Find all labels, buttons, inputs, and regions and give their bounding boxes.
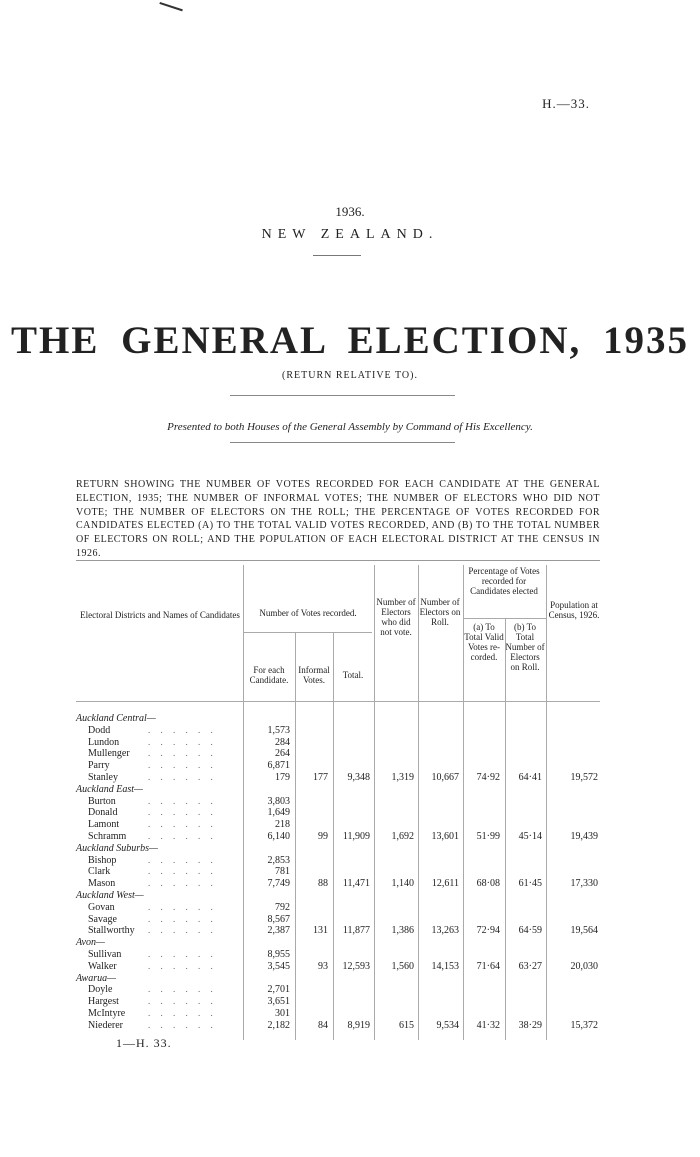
district-name: Auckland Suburbs— <box>76 842 158 854</box>
district-name: Auckland East— <box>76 783 143 795</box>
candidate-votes: 218 <box>275 819 290 831</box>
pct-valid-votes: 74·92 <box>476 772 500 783</box>
candidate-name: Dodd <box>88 724 111 736</box>
candidate-name: Parry <box>88 760 110 772</box>
candidate-votes: 7,749 <box>267 878 290 890</box>
candidate-votes: 6,871 <box>267 760 290 772</box>
pct-electors: 64·59 <box>518 925 542 937</box>
did-not-vote: 1,386 <box>391 925 414 937</box>
year: 1936. <box>335 204 365 219</box>
pct-valid-votes: 41·32 <box>476 1019 500 1031</box>
header-pct-b: (b) To Total Number of Electors on Roll. <box>505 622 545 672</box>
candidate-votes: 2,853 <box>267 854 290 866</box>
candidate-votes: 284 <box>275 736 290 748</box>
column-rule <box>505 619 506 1040</box>
total-votes: 9,348 <box>347 772 370 783</box>
candidate-votes: 1,649 <box>267 807 290 819</box>
leader-dots: . . . . . . <box>148 819 217 830</box>
candidate-votes: 781 <box>275 866 290 878</box>
total-votes: 11,909 <box>342 831 370 842</box>
candidate-votes: 792 <box>275 901 290 913</box>
candidate-votes: 6,140 <box>267 831 290 842</box>
header-population: Population at Census, 1926. <box>548 600 600 620</box>
informal-votes: 84 <box>318 1019 328 1031</box>
total-votes: 11,471 <box>342 878 370 890</box>
candidate-name: Walker <box>88 960 117 972</box>
leader-dots: . . . . . . <box>148 878 217 889</box>
page-title: THE GENERAL ELECTION, 1935 <box>11 319 689 362</box>
leader-dots: . . . . . . <box>148 984 217 995</box>
candidate-name: Savage <box>88 913 117 925</box>
total-votes: 11,877 <box>342 925 370 937</box>
informal-votes: 177 <box>313 772 328 783</box>
candidate-votes: 1,573 <box>267 724 290 736</box>
header-rule <box>76 701 600 702</box>
informal-votes: 99 <box>318 831 328 842</box>
candidate-name: Niederer <box>88 1019 123 1031</box>
header-total: Total. <box>342 670 364 680</box>
pct-valid-votes: 68·08 <box>476 878 500 890</box>
population: 17,330 <box>570 878 598 890</box>
candidate-votes: 3,545 <box>267 960 290 972</box>
page-footer: 1—H. 33. <box>116 1036 172 1050</box>
header-on-roll: Number of Electors on Roll. <box>419 597 461 627</box>
pen-mark <box>157 2 183 19</box>
return-description: RETURN SHOWING THE NUMBER OF VOTES RECORDED FOR EACH CANDIDATE AT THE GENERAL ELECTION, 1935; THE NUMBER OF INFORMAL VOTES; THE NUMBER OF ELECTORS WHO DID NOT VOTE; THE NUMBER OF ELECTORS ON THE ROLL; THE PERCENTAGE OF VOTES RECORDED FOR CANDIDATES ELECTED (A) TO THE TOTAL VALID VOTES RECORDED, AND (B) TO THE TOTAL NUMBER OF ELECTORS ON ROLL; AND THE POPULATION OF EACH ELECTORAL DISTRICT AT THE CENSUS IN 1926. <box>76 479 600 559</box>
population: 19,564 <box>570 925 598 937</box>
leader-dots: . . . . . . <box>148 960 217 971</box>
divider <box>76 560 600 561</box>
divider <box>230 395 455 396</box>
divider <box>313 255 361 256</box>
district-name: Avon— <box>76 937 105 949</box>
leader-dots: . . . . . . <box>148 748 217 759</box>
population: 19,439 <box>570 831 598 842</box>
electors-on-roll: 13,601 <box>431 831 459 842</box>
candidate-name: Govan <box>88 901 115 913</box>
candidate-votes: 264 <box>275 748 290 760</box>
informal-votes: 88 <box>318 878 328 890</box>
informal-votes: 93 <box>318 960 328 972</box>
candidate-name: Bishop <box>88 854 117 866</box>
candidate-name: Burton <box>88 795 116 807</box>
pct-electors: 61·45 <box>518 878 542 890</box>
leader-dots: . . . . . . <box>148 831 217 841</box>
country: NEW ZEALAND. <box>261 227 439 242</box>
candidate-votes: 2,701 <box>267 984 290 996</box>
candidate-votes: 3,803 <box>267 795 290 807</box>
leader-dots: . . . . . . <box>148 1019 217 1030</box>
header-did-not-vote: Number of Electors who did not vote. <box>376 597 416 637</box>
subtitle: (RETURN RELATIVE TO). <box>282 370 418 381</box>
total-votes: 12,593 <box>342 960 370 972</box>
header-for-each: For each Candidate. <box>249 665 289 685</box>
district-name: Auckland Central— <box>76 713 156 724</box>
pct-electors: 45·14 <box>518 831 542 842</box>
did-not-vote: 1,692 <box>391 831 414 842</box>
leader-dots: . . . . . . <box>148 736 217 747</box>
page-code: H.—33. <box>542 96 590 111</box>
population: 19,572 <box>570 772 598 783</box>
candidate-votes: 2,182 <box>267 1019 290 1031</box>
candidate-votes: 2,387 <box>267 925 290 937</box>
population: 15,372 <box>570 1019 598 1031</box>
electors-on-roll: 10,667 <box>431 772 459 783</box>
candidate-name: Stanley <box>88 772 118 783</box>
leader-dots: . . . . . . <box>148 1008 217 1018</box>
pct-valid-votes: 51·99 <box>476 831 500 842</box>
candidate-name: Stallworthy <box>88 925 135 937</box>
candidate-name: Mason <box>88 878 116 890</box>
divider <box>230 442 455 443</box>
candidate-votes: 8,955 <box>267 949 290 960</box>
header-votes-group: Number of Votes recorded. <box>259 608 357 618</box>
column-rule <box>546 565 547 1040</box>
pct-electors: 38·29 <box>518 1019 542 1031</box>
electors-on-roll: 13,263 <box>431 925 459 937</box>
candidate-name: Doyle <box>88 984 113 996</box>
leader-dots: . . . . . . <box>148 913 217 924</box>
did-not-vote: 1,319 <box>391 772 414 783</box>
candidate-name: Mullenger <box>88 748 130 760</box>
header-informal: Informal Votes. <box>298 665 330 685</box>
did-not-vote: 615 <box>399 1019 414 1031</box>
candidate-name: Lamont <box>88 819 120 831</box>
did-not-vote: 1,140 <box>391 878 414 890</box>
leader-dots: . . . . . . <box>148 866 217 877</box>
candidate-name: Sullivan <box>88 949 122 960</box>
candidate-name: McIntyre <box>88 1008 126 1019</box>
pct-electors: 63·27 <box>518 960 542 972</box>
leader-dots: . . . . . . <box>148 795 217 806</box>
candidate-votes: 179 <box>275 772 290 783</box>
candidate-name: Lundon <box>88 736 120 748</box>
pct-electors: 64·41 <box>518 772 542 783</box>
leader-dots: . . . . . . <box>148 854 217 865</box>
district-name: Auckland West— <box>76 890 144 901</box>
candidate-name: Schramm <box>88 831 127 842</box>
header-percentage: Percentage of Votes recorded for Candidates elected <box>468 566 540 596</box>
candidate-name: Hargest <box>88 996 119 1008</box>
candidate-name: Donald <box>88 807 118 819</box>
leader-dots: . . . . . . <box>148 760 217 771</box>
candidate-votes: 8,567 <box>267 913 290 925</box>
leader-dots: . . . . . . <box>148 996 217 1007</box>
leader-dots: . . . . . . <box>148 772 217 782</box>
pct-valid-votes: 72·94 <box>476 925 500 937</box>
column-rule <box>243 565 244 1040</box>
votes-subrule <box>244 632 372 633</box>
leader-dots: . . . . . . <box>148 724 217 735</box>
candidate-votes: 3,651 <box>267 996 290 1008</box>
leader-dots: . . . . . . <box>148 901 217 912</box>
informal-votes: 131 <box>313 925 328 937</box>
population: 20,030 <box>570 960 598 972</box>
pct-valid-votes: 71·64 <box>476 960 500 972</box>
presented-note: Presented to both Houses of the General Assembly by Command of His Excellency. <box>167 421 533 433</box>
leader-dots: . . . . . . <box>148 925 217 936</box>
district-name: Awarua— <box>76 972 117 984</box>
leader-dots: . . . . . . <box>148 949 217 959</box>
electors-on-roll: 12,611 <box>431 878 459 890</box>
candidate-votes: 301 <box>275 1008 290 1019</box>
column-rule <box>374 565 375 1040</box>
header-districts: Electoral Districts and Names of Candidates <box>80 610 240 620</box>
total-votes: 8,919 <box>347 1019 370 1031</box>
leader-dots: . . . . . . <box>148 807 217 818</box>
header-pct-a: (a) To Total Valid Votes re-corded. <box>464 622 504 662</box>
electors-on-roll: 14,153 <box>431 960 459 972</box>
did-not-vote: 1,560 <box>391 960 414 972</box>
candidate-name: Clark <box>88 866 111 878</box>
electors-on-roll: 9,534 <box>436 1019 459 1031</box>
